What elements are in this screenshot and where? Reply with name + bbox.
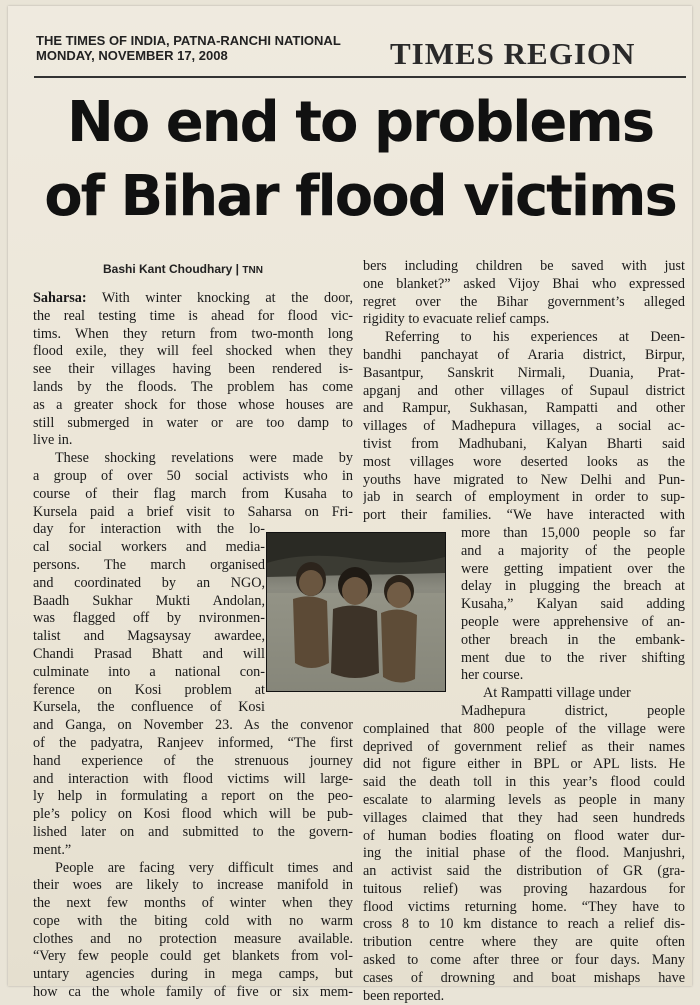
column-line: flood exile, they will feel shocked when they <box>33 343 353 360</box>
column-line: persons. The march organised <box>33 556 265 573</box>
masthead-paper-line: THE TIMES OF INDIA, PATNA-RANCHI NATIONAL <box>36 33 341 48</box>
column-line: as a greater shock for those whose houses are <box>33 396 353 413</box>
byline <box>103 262 343 276</box>
column-line: Kusaha,” Kalyan said adding <box>461 596 685 613</box>
column-line: Referring to his experiences at Deen- <box>385 329 685 346</box>
column-line: Madhepura district, people <box>461 702 685 719</box>
byline-agency: TNN <box>242 265 263 276</box>
column-line: ference on Kosi problem at <box>33 681 265 698</box>
column-line: course of their flag march from Kusaha to <box>33 485 353 502</box>
column-line: bers including children be saved with just <box>363 258 685 274</box>
column-line: cross 8 to 10 km distance to reach a relief dis- <box>363 916 685 933</box>
article-column-2 <box>363 258 685 1005</box>
column-line: cal social workers and media- <box>33 539 265 556</box>
column-line: People are facing very difficult times and <box>55 859 353 876</box>
column-line: tims. When they return from two-month long <box>33 325 353 342</box>
column-line: been reported. <box>363 987 445 1004</box>
section-title: TIMES REGION <box>390 36 636 71</box>
column-line: port their families. “We have interacted with <box>363 507 685 524</box>
column-line: cases of drowning and boat mishaps have <box>363 969 685 986</box>
column-line: and interaction with flood victims will large- <box>33 770 353 787</box>
column-line: ing the initial phase of the flood. Manjushri, <box>363 845 685 862</box>
masthead-rule <box>34 76 686 78</box>
headline-line-1: No end to problems <box>66 90 654 155</box>
column-line: ment due to the river shifting <box>461 649 685 666</box>
column-line: complained that 800 people of the village were <box>363 720 685 737</box>
column-line: “Very few people could get blankets from vol- <box>33 948 353 965</box>
column-line: lands by the floods. The problem has come <box>33 378 353 395</box>
column-line: was flagged off by nvironmen- <box>33 610 265 627</box>
column-line: of the padyatra, Ranjeev informed, “The first <box>33 734 353 751</box>
column-line: talist and Magsaysay awardee, <box>33 628 265 645</box>
column-line: more than 15,000 people so far <box>461 524 685 541</box>
column-line: ly help in formulating a report on the peo- <box>33 788 353 805</box>
column-line: the next few months of winter when they <box>33 895 353 912</box>
column-line: villages of Madhepura villages, a social ac- <box>363 418 685 435</box>
column-line: a group of over 50 social activists who in <box>33 467 353 484</box>
column-line: see their villages having been rendered is- <box>33 361 353 378</box>
column-line: untary agencies during in mega camps, but <box>33 966 353 983</box>
column-line: ple’s policy on Kosi flood which will be pub- <box>33 806 353 823</box>
column-line: cope with the biting cold with no warm <box>33 912 353 929</box>
column-line: were getting impatient over the <box>461 560 685 577</box>
column-line: Kursela paid a brief visit to Saharsa on Fri- <box>33 503 353 520</box>
column-line: tivist from Madhubani, Kalyan Bharti said <box>363 435 685 452</box>
column-line: Baadh Sukhar Mukti Andolan, <box>33 592 265 609</box>
column-line: deprived of government relief as their names <box>363 738 685 755</box>
masthead-publication <box>36 33 381 63</box>
column-line: did not figure either in BPL or APL lists. He <box>363 756 685 773</box>
column-line: live in. <box>33 432 73 449</box>
column-line: her course. <box>461 667 524 684</box>
column-line: lished later on and submitted to the govern- <box>33 823 353 840</box>
column-line: flood victims returning home. “They have to <box>363 898 685 915</box>
column-line: Basantpur, Sanskrit Nirmali, Duania, Prat- <box>363 364 685 381</box>
column-line: At Rampatti village under <box>483 685 631 702</box>
column-line: and a majority of the people <box>461 542 685 559</box>
column-line: ment.” <box>33 841 72 858</box>
column-line: an activist said the distribution of GR (gra- <box>363 863 685 880</box>
column-line: villages claimed that they had seen hundreds <box>363 809 685 826</box>
column-line: Kursela, the confluence of Kosi <box>33 699 265 716</box>
column-line: apganj and other villages of Supaul district <box>363 382 685 399</box>
column-line: other breach in the embank- <box>461 631 685 648</box>
column-line: asked to come after three or four days. Many <box>363 952 685 969</box>
column-line: culminate into a national con- <box>33 663 265 680</box>
dateline: Saharsa: <box>33 290 87 306</box>
masthead-date-line: MONDAY, NOVEMBER 17, 2008 <box>36 48 228 63</box>
column-line: tribution centre where they are quite often <box>363 934 685 951</box>
column-line: of human bodies floating on flood water dur- <box>363 827 685 844</box>
column-line: and Ganga, on November 23. As the convenor <box>33 717 353 734</box>
column-line: and Rampur, Sukhasan, Rampatti and other <box>363 400 685 417</box>
headline-line-2: of Bihar flood victims <box>44 164 676 229</box>
column-line: delay in plugging the breach at <box>461 578 685 595</box>
column-line: the real testing time is ahead for flood vic- <box>33 307 353 324</box>
column-line: Saharsa: With winter knocking at the door, <box>33 290 353 306</box>
column-line: one blanket?” asked Vijoy Bhai who expressed <box>363 275 685 292</box>
column-line: and coordinated by an NGO, <box>33 574 265 591</box>
column-line: tuitous relief) was proving hazardous for <box>363 880 685 897</box>
column-line: their woes are likely to increase manifold in <box>33 877 353 894</box>
headline <box>30 86 690 234</box>
column-line: most villages wore deserted looks as the <box>363 453 685 470</box>
column-line: jab in search of employment in order to sup- <box>363 489 685 506</box>
column-line: said the death toll in this year’s flood could <box>363 774 685 791</box>
column-line: day for interaction with the lo- <box>33 521 265 538</box>
column-line: bandhi panchayat of Araria district, Birpur, <box>363 346 685 363</box>
byline-author: Bashi Kant Choudhary | <box>103 262 240 276</box>
column-line: how ca the whole family of five or six mem- <box>33 984 353 1001</box>
column-line: These shocking revelations were made by <box>55 450 353 467</box>
column-line: hand experience of the strenuous journey <box>33 752 353 769</box>
column-line: people were apprehensive of an- <box>461 613 685 630</box>
column-line: Chandi Prasad Bhatt and will <box>33 645 265 662</box>
column-line: still submerged in water or are too damp to <box>33 414 353 431</box>
column-line: clothes and no protection measure available. <box>33 930 353 947</box>
column-line: escalate to alarming levels as people in many <box>363 791 685 808</box>
column-line: rigidity to evacuate relief camps. <box>363 311 550 328</box>
column-line: youths have migrated to New Delhi and Pun- <box>363 471 685 488</box>
column-line: regret over the Bihar government’s alleged <box>363 293 685 310</box>
